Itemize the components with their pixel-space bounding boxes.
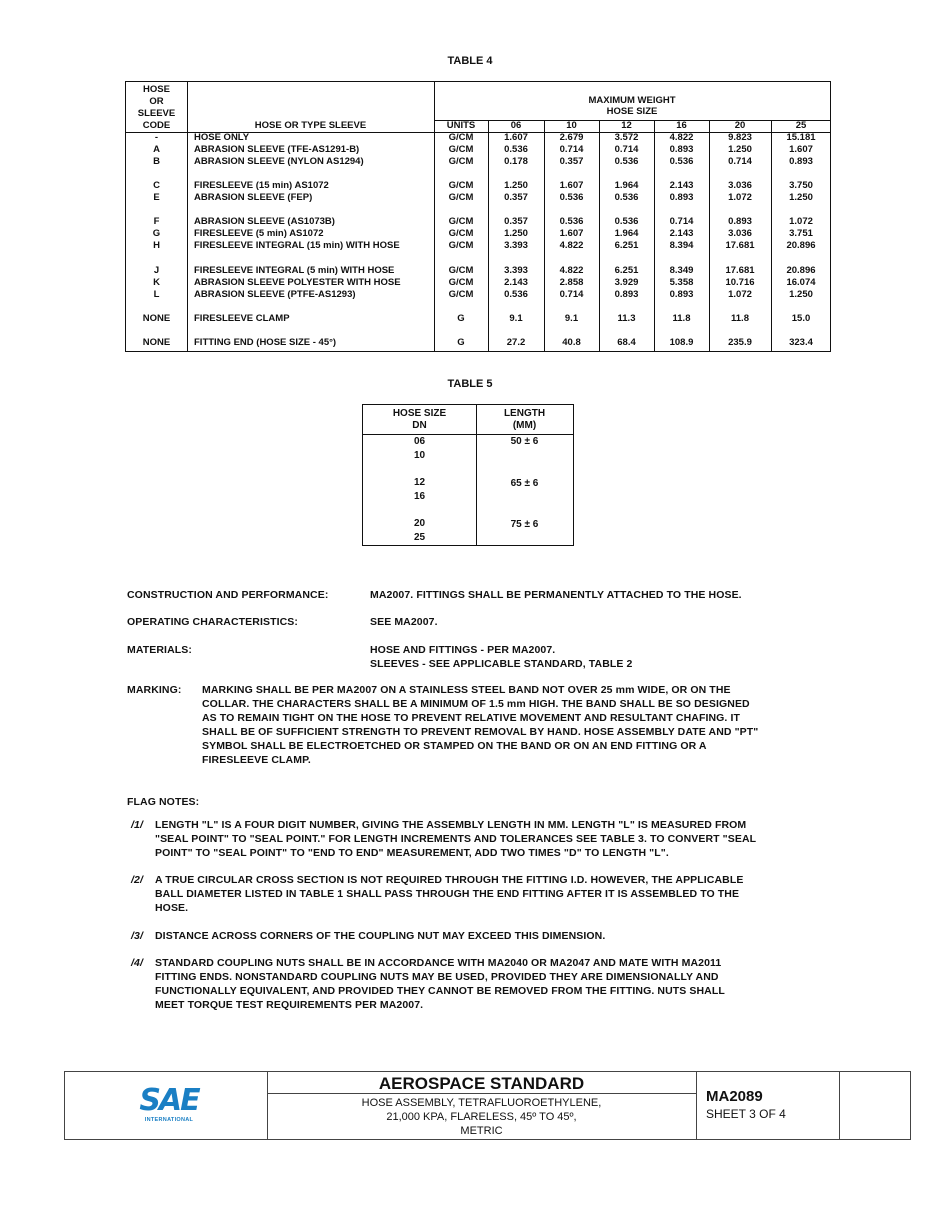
table4-value: 1.964 [614, 180, 639, 191]
table4-value: 0.536 [504, 144, 528, 155]
table5 [362, 404, 574, 546]
flag-note-line: FITTING ENDS. NONSTANDARD COUPLING NUTS MAY BE USED, PROVIDED THEY ARE DIMENSIONALLY AND [155, 971, 719, 983]
table4-value: 1.250 [504, 228, 528, 239]
table4-value: 2.143 [504, 277, 528, 288]
table5-length: 75 ± 6 [510, 519, 539, 530]
table4-code: NONE [142, 313, 171, 324]
table4-value: 9.1 [564, 313, 579, 324]
marking-line: FIRESLEEVE CLAMP. [202, 754, 311, 766]
table4-value: 235.9 [728, 337, 752, 348]
table4-value: 0.714 [728, 156, 752, 167]
standard-description: HOSE ASSEMBLY, TETRAFLUOROETHYLENE, 21,000 KPA, FLARELESS, 45º TO 45º, METRIC [361, 1097, 602, 1137]
table4-value: 3.036 [728, 228, 752, 239]
standard-title: AEROSPACE STANDARD [378, 1074, 585, 1093]
table4-value: 0.714 [559, 144, 584, 155]
table4-type: HOSE ONLY [194, 132, 250, 143]
table4-value: 11.3 [617, 313, 636, 324]
table4-units: G/CM [448, 144, 474, 155]
table4-type: FIRESLEEVE (5 min) AS1072 [194, 228, 324, 239]
table4 [125, 81, 831, 352]
table4-value: 20.896 [786, 240, 816, 251]
sae-logo: SAE INTERNATIONAL [139, 1083, 199, 1123]
table4-units: G/CM [448, 216, 474, 227]
table4-value: 9.1 [509, 313, 523, 324]
table4-value: 4.822 [559, 240, 584, 251]
table4-value: 0.357 [559, 156, 584, 167]
table4-units: G/CM [448, 192, 474, 203]
table4-units: G/CM [448, 156, 474, 167]
table4-value: 6.251 [614, 265, 639, 276]
sheet-number: SHEET 3 OF 4 [706, 1107, 786, 1121]
table4-head-max-weight: MAXIMUM WEIGHT [588, 95, 676, 106]
table5-caption: TABLE 5 [447, 378, 493, 390]
table5-head-size: HOSE SIZE DN [392, 408, 447, 431]
table4-value: 1.250 [504, 180, 528, 191]
table4-code: A [153, 144, 160, 155]
table4-type: ABRASION SLEEVE POLYESTER WITH HOSE [194, 277, 401, 288]
table5-length: 50 ± 6 [510, 436, 539, 447]
table4-value: 10.716 [725, 277, 755, 288]
flag-note-text [155, 929, 605, 943]
table4-type: ABRASION SLEEVE (NYLON AS1294) [194, 156, 364, 167]
flag-note-line: HOSE. [155, 902, 189, 914]
flag-note-line: STANDARD COUPLING NUTS SHALL BE IN ACCORDANCE WITH MA2040 OR MA2047 AND MATE WITH MA2011 [155, 957, 722, 969]
flag-note-marker: /1/ [131, 819, 143, 831]
table5-size-group: 20 25 [413, 518, 426, 543]
table4-head-size: 06 [510, 120, 522, 131]
table4-code: K [153, 277, 160, 288]
table4-value: 11.8 [672, 313, 691, 324]
table4-head-code: HOSE OR SLEEVE CODE [137, 84, 176, 131]
table4-value: 2.143 [669, 228, 694, 239]
table4-value: 0.714 [669, 216, 694, 227]
table4-value: 11.8 [731, 313, 749, 324]
marking-line: COLLAR. THE CHARACTERS SHALL BE A MINIMUM OF 1.5 mm HIGH. THE BAND SHALL BE SO DESIGNED [202, 698, 750, 710]
table4-value: 1.250 [728, 144, 752, 155]
marking-line: MARKING SHALL BE PER MA2007 ON A STAINLESS STEEL BAND NOT OVER 25 mm WIDE, OR ON THE [202, 684, 731, 696]
table4-head-units: UNITS [446, 120, 476, 131]
table4-value: 3.572 [614, 132, 639, 143]
table4-type: FIRESLEEVE INTEGRAL (15 min) WITH HOSE [194, 240, 400, 251]
table4-code: C [153, 180, 160, 191]
table4-type: FIRESLEEVE INTEGRAL (5 min) WITH HOSE [194, 265, 395, 276]
table4-head-size: 16 [676, 120, 687, 131]
table4-type: FIRESLEEVE (15 min) AS1072 [194, 180, 329, 191]
flag-note-line: A TRUE CIRCULAR CROSS SECTION IS NOT REQUIRED THROUGH THE FITTING I.D. HOWEVER, THE APPLICABLE [155, 874, 744, 886]
table4-units: G/CM [448, 180, 474, 191]
table4-units: G/CM [448, 277, 474, 288]
flag-note-marker: /2/ [131, 874, 143, 886]
table4-value: 15.0 [791, 313, 811, 324]
flag-note-marker: /4/ [131, 957, 143, 969]
table4-value: 1.250 [789, 289, 813, 300]
table4-value: 2.679 [559, 132, 584, 143]
table4-value: 1.607 [559, 180, 584, 191]
table4-code: E [153, 192, 160, 203]
flag-note-line: POINT" TO "SEAL POINT" TO "END TO END" MEASUREMENT, ADD TWO TIMES "D" TO LENGTH "L". [155, 847, 669, 859]
table4-units: G/CM [448, 132, 474, 143]
table4-value: 68.4 [617, 337, 636, 348]
flag-note-line: LENGTH "L" IS A FOUR DIGIT NUMBER, GIVING THE ASSEMBLY LENGTH IN MM. LENGTH "L" IS MEASURED FROM [155, 819, 747, 831]
table4-value: 8.394 [669, 240, 694, 251]
table4-units: G [457, 313, 465, 324]
table4-value: 1.964 [614, 228, 639, 239]
flag-note-line: BALL DIAMETER LISTED IN TABLE 1 SHALL PASS THROUGH THE END FITTING AFTER IT IS ASSEMBLED TO THE [155, 888, 740, 900]
table4-value: 1.607 [789, 144, 813, 155]
table4-value: 1.250 [789, 192, 813, 203]
table4-value: 0.357 [504, 216, 528, 227]
table4-value: 15.181 [786, 132, 816, 143]
table4-caption: TABLE 4 [447, 55, 493, 67]
table4-value: 108.9 [669, 337, 694, 348]
marking-line: SYMBOL SHALL BE ELECTROETCHED OR STAMPED ON THE BAND OR ON AN END FITTING OR A [202, 740, 707, 752]
table4-head-size: 25 [795, 120, 807, 131]
table4-value: 0.536 [559, 216, 584, 227]
construction-label: CONSTRUCTION AND PERFORMANCE: [127, 589, 329, 601]
table4-value: 17.681 [725, 240, 755, 251]
table4-head-size: 20 [734, 120, 746, 131]
table4-value: 0.536 [669, 156, 694, 167]
construction-text: MA2007. FITTINGS SHALL BE PERMANENTLY ATTACHED TO THE HOSE. [370, 589, 742, 601]
flag-note-text [155, 956, 725, 1012]
table5-head-length: LENGTH (MM) [503, 408, 546, 431]
table4-code: J [153, 265, 160, 276]
table4-value: 0.714 [559, 289, 584, 300]
table4-code: L [153, 289, 160, 300]
operating-label: OPERATING CHARACTERISTICS: [127, 616, 298, 628]
table4-value: 2.143 [669, 180, 694, 191]
table4-code: F [153, 216, 160, 227]
operating-text: SEE MA2007. [370, 616, 438, 628]
table4-value: 9.823 [728, 132, 752, 143]
table4-type: FIRESLEEVE CLAMP [194, 313, 290, 324]
table4-value: 40.8 [562, 337, 581, 348]
table4-value: 27.2 [506, 337, 526, 348]
document-number: MA2089 [706, 1088, 763, 1105]
table4-value: 0.893 [789, 156, 813, 167]
table4-units: G [457, 337, 465, 348]
table4-value: 3.393 [504, 240, 528, 251]
materials-label: MATERIALS: [127, 644, 192, 656]
table4-head-type: HOSE OR TYPE SLEEVE [254, 120, 367, 131]
flag-note-text [155, 873, 743, 915]
table4-value: 323.4 [789, 337, 813, 348]
flag-note-line: DISTANCE ACROSS CORNERS OF THE COUPLING NUT MAY EXCEED THIS DIMENSION. [155, 930, 606, 942]
table4-value: 0.536 [614, 192, 639, 203]
table4-units: G/CM [448, 240, 474, 251]
table4-value: 1.607 [504, 132, 528, 143]
table5-size-group: 12 16 [413, 477, 426, 502]
table4-code: NONE [142, 337, 171, 348]
table5-size-group: 06 10 [413, 436, 426, 461]
table4-value: 16.074 [786, 277, 816, 288]
table4-value: 0.893 [669, 144, 694, 155]
table4-units: G/CM [448, 289, 474, 300]
table4-value: 3.036 [728, 180, 752, 191]
marking-line: AS TO REMAIN TIGHT ON THE HOSE TO PREVENT RELATIVE MOVEMENT AND RESULTANT CHAFING. IT [202, 712, 740, 724]
table4-value: 1.072 [789, 216, 813, 227]
flag-note-line: FUNCTIONALLY EQUIVALENT, AND PROVIDED THEY CANNOT BE REMOVED FROM THE FITTING. NUTS SHALL [155, 985, 725, 997]
table4-head-size: 12 [621, 120, 632, 131]
flag-note-text [155, 818, 756, 860]
table4-value: 20.896 [786, 265, 816, 276]
table4-code: B [153, 156, 160, 167]
flag-note-line: "SEAL POINT" TO "SEAL POINT." FOR LENGTH INCREMENTS AND TOLERANCES SEE TABLE 3. TO CONVERT "SEAL [155, 833, 757, 845]
marking-line: SHALL BE OF SUFFICIENT STRENGTH TO PREVENT REMOVAL BY HAND. HOSE ASSEMBLY DATE AND "PT" [202, 726, 759, 738]
table4-value: 0.536 [559, 192, 584, 203]
table4-value: 0.536 [504, 289, 528, 300]
table4-value: 0.714 [614, 144, 639, 155]
table4-value: 4.822 [559, 265, 584, 276]
table4-value: 1.607 [559, 228, 584, 239]
table4-value: 0.536 [614, 216, 639, 227]
materials-text: HOSE AND FITTINGS - PER MA2007. SLEEVES - SEE APPLICABLE STANDARD, TABLE 2 [370, 644, 633, 670]
table4-type: ABRASION SLEEVE (FEP) [194, 192, 313, 203]
table4-type: ABRASION SLEEVE (TFE-AS1291-B) [194, 144, 360, 155]
table4-value: 8.349 [669, 265, 694, 276]
table4-head-size: 10 [566, 120, 577, 131]
flag-notes-heading: FLAG NOTES: [127, 796, 200, 808]
table4-value: 6.251 [614, 240, 639, 251]
table4-value: 1.072 [728, 192, 752, 203]
table4-type: ABRASION SLEEVE (AS1073B) [194, 216, 335, 227]
table4-code: H [153, 240, 160, 251]
table4-value: 3.393 [504, 265, 528, 276]
table4-value: 0.893 [614, 289, 639, 300]
table4-value: 0.178 [504, 156, 528, 167]
table4-value: 3.929 [614, 277, 639, 288]
table4-head-hose-size: HOSE SIZE [606, 106, 658, 117]
table4-value: 17.681 [725, 265, 755, 276]
table4-value: 2.858 [559, 277, 584, 288]
table4-value: 3.751 [789, 228, 813, 239]
table4-value: 4.822 [669, 132, 694, 143]
marking-label: MARKING: [127, 684, 182, 696]
table4-value: 0.893 [728, 216, 752, 227]
table4-value: 0.536 [614, 156, 639, 167]
flag-note-line: MEET TORQUE TEST REQUIREMENTS PER MA2007. [155, 999, 424, 1011]
table4-value: 1.072 [728, 289, 752, 300]
table4-value: 0.893 [669, 192, 694, 203]
table4-value: 5.358 [669, 277, 694, 288]
title-block [64, 1071, 911, 1140]
table4-value: 0.893 [669, 289, 694, 300]
table4-code: G [152, 228, 161, 239]
table4-value: 0.357 [504, 192, 528, 203]
table4-units: G/CM [448, 265, 474, 276]
marking-text [202, 683, 758, 767]
table4-code: - [154, 132, 159, 143]
table4-value: 3.750 [789, 180, 813, 191]
table4-type: FITTING END (HOSE SIZE - 45°) [194, 337, 337, 348]
flag-note-marker: /3/ [131, 930, 143, 942]
table5-length: 65 ± 6 [510, 478, 539, 489]
table4-type: ABRASION SLEEVE (PTFE-AS1293) [194, 289, 356, 300]
table4-units: G/CM [448, 228, 474, 239]
